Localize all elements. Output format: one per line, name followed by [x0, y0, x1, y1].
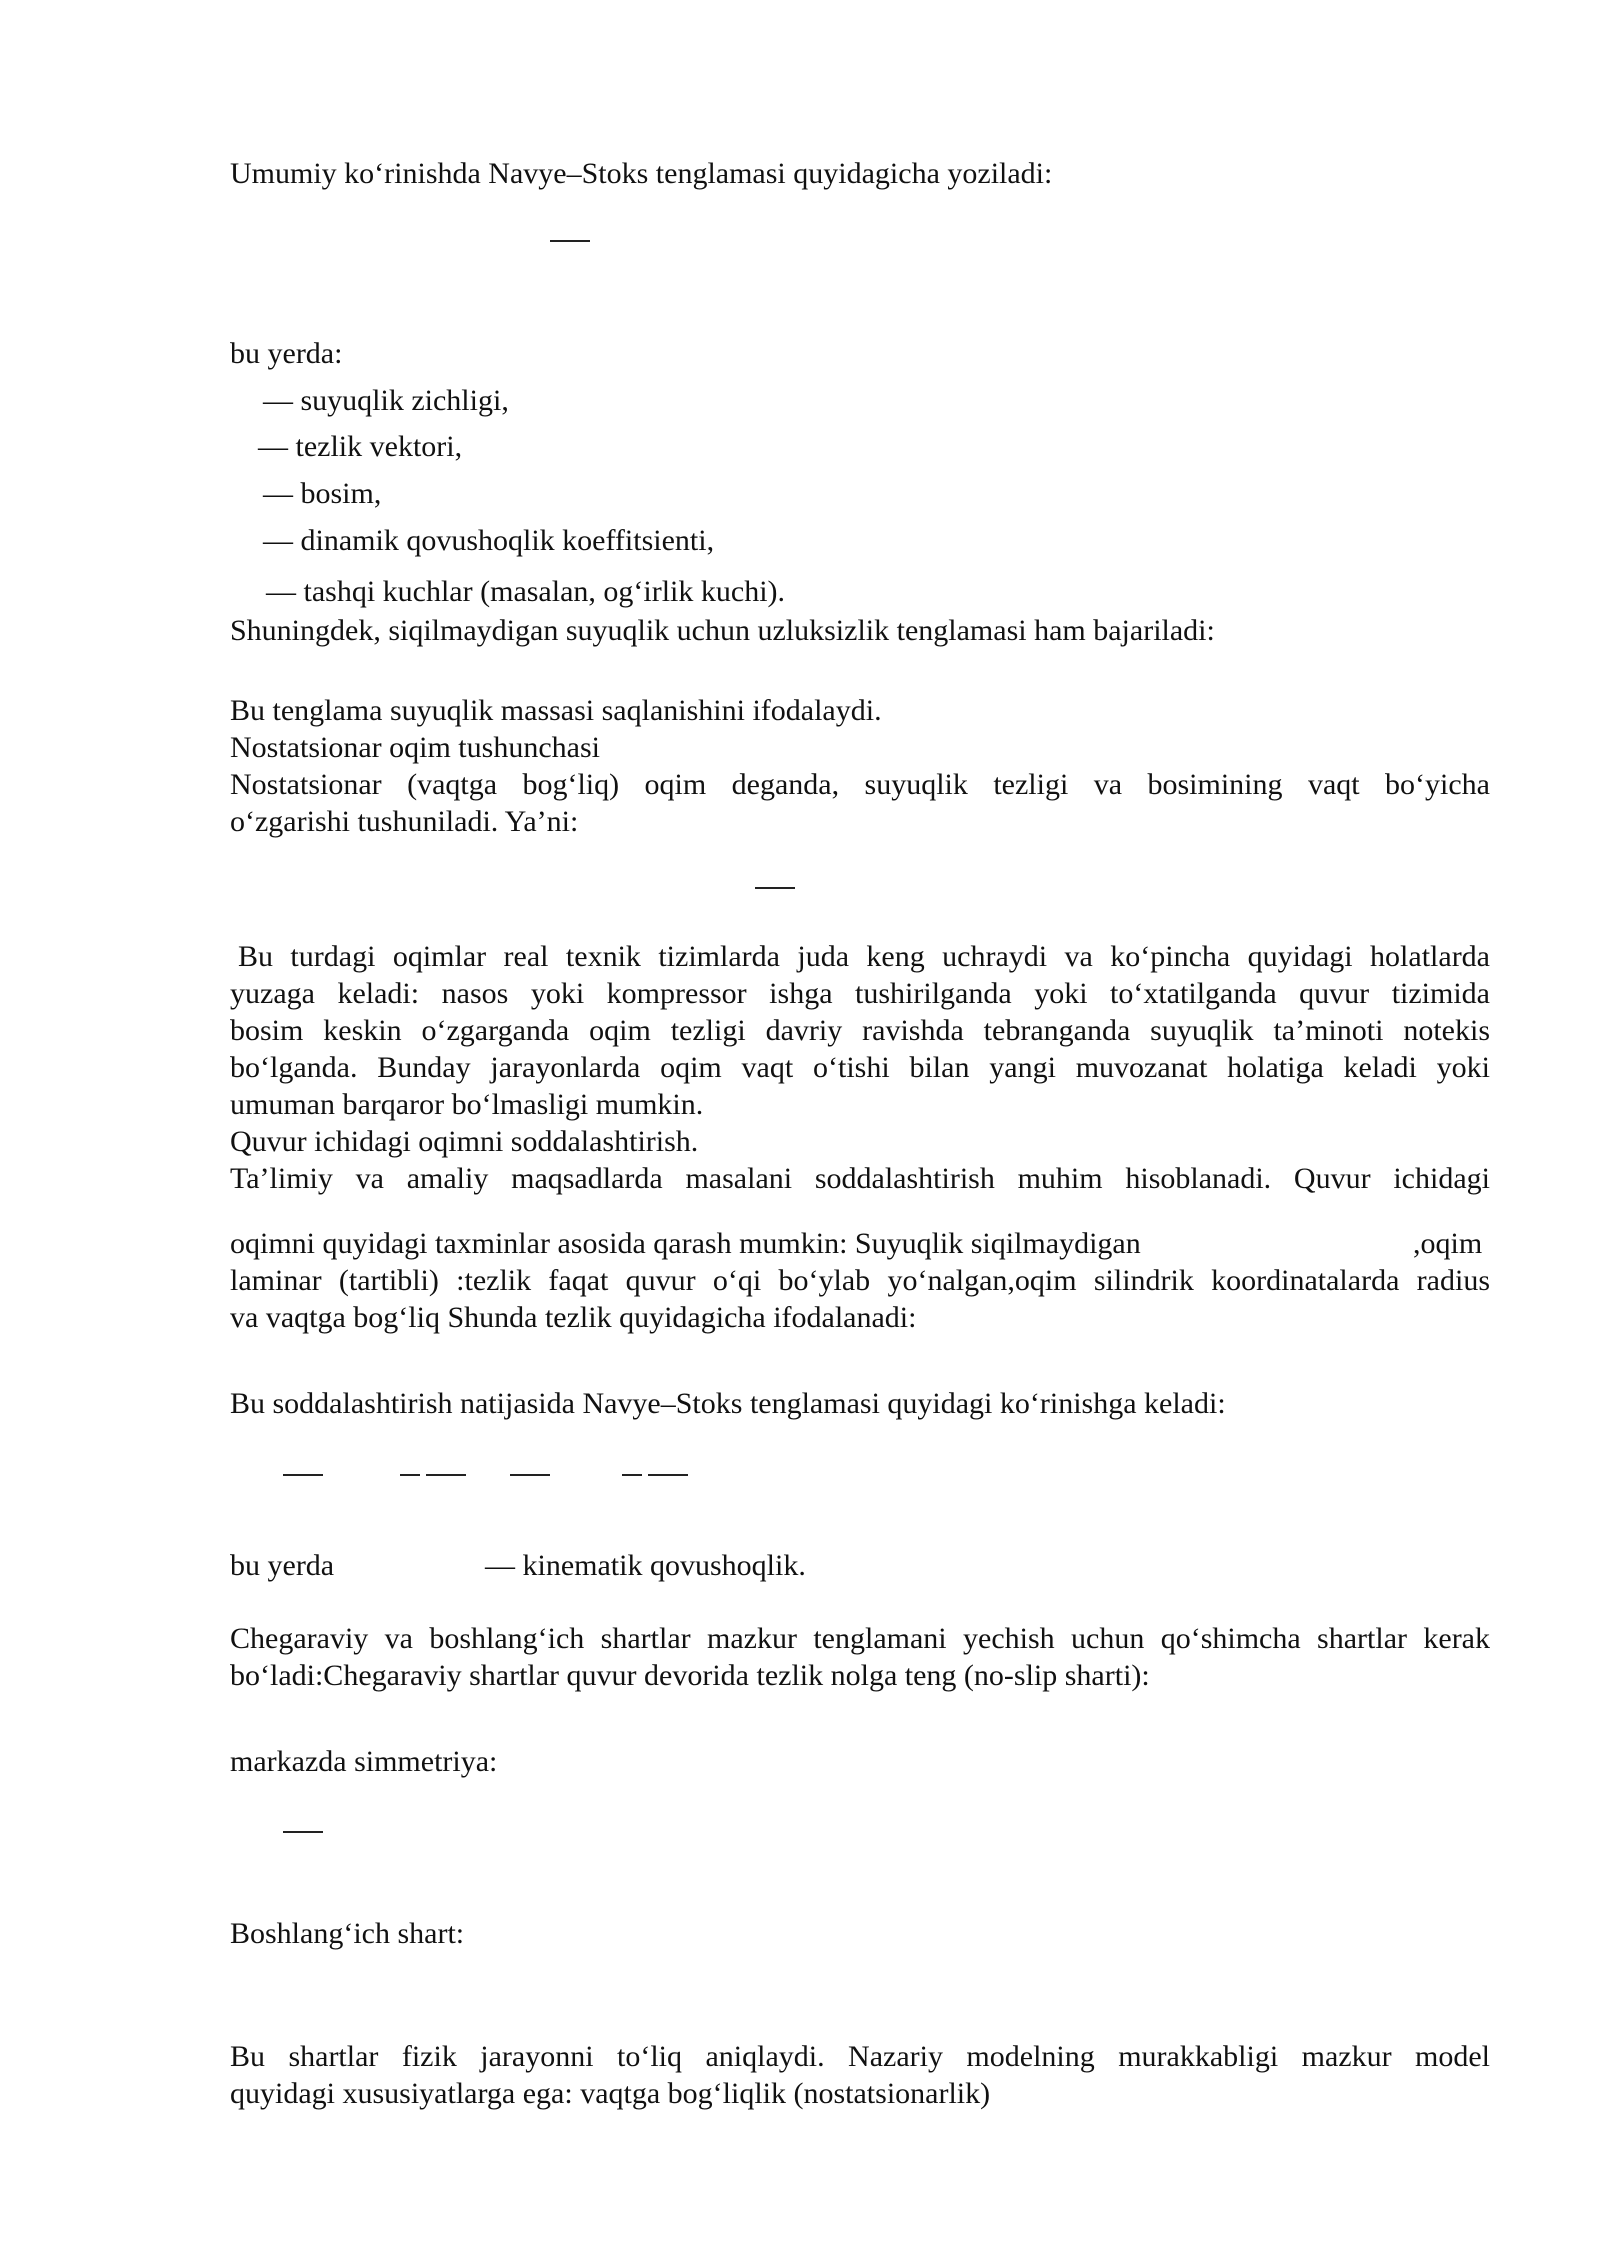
equation-fraction-bar [510, 1474, 550, 1476]
paragraph-line: laminar (tartibli) :tezlik faqat quvur o‘qi bo‘ylab yo‘nalgan,oqim silindrik koordinatalarda radius [230, 1264, 1490, 1297]
paragraph-line: Bu shartlar fizik jarayonni to‘liq aniqlaydi. Nazariy modelning murakkabligi mazkur model [230, 2040, 1490, 2073]
equation-fraction-bar [283, 1831, 323, 1833]
paragraph-line: Nostatsionar (vaqtga bog‘liq) oqim deganda, suyuqlik tezligi va bosimining vaqt bo‘yicha [230, 768, 1490, 801]
paragraph-line-tail: ,oqim [1413, 1227, 1483, 1260]
equation-fraction-bar [755, 887, 795, 889]
intro-line: Umumiy ko‘rinishda Navye–Stoks tenglamasi quyidagicha yoziladi: [230, 157, 1053, 190]
paragraph-line: oqimni quyidagi taxminlar asosida qarash mumkin: Suyuqlik siqilmaydigan [230, 1227, 1141, 1260]
paragraph-line: Bu turdagi oqimlar real texnik tizimlarda juda keng uchraydi va ko‘pincha quyidagi holatlarda [238, 940, 1490, 973]
paragraph-line: Bu soddalashtirish natijasida Navye–Stoks tenglamasi quyidagi ko‘rinishga keladi: [230, 1387, 1226, 1420]
initial-condition-label: Boshlang‘ich shart: [230, 1917, 465, 1950]
paragraph-line: Ta’limiy va amaliy maqsadlarda masalani soddalashtirish muhim hisoblanadi. Quvur ichidagi [230, 1162, 1490, 1195]
def-kinematic-viscosity: — kinematik qovushoqlik. [485, 1549, 806, 1582]
def-external-forces: — tashqi kuchlar (masalan, og‘irlik kuchi). [266, 575, 786, 608]
paragraph-line: umuman barqaror bo‘lmasligi mumkin. [230, 1088, 704, 1121]
def-pressure: — bosim, [263, 477, 382, 510]
def-viscosity: — dinamik qovushoqlik koeffitsienti, [263, 524, 715, 557]
paragraph-line: yuzaga keladi: nasos yoki kompressor ishga tushirilganda yoki to‘xtatilganda quvur tizimida [230, 977, 1490, 1010]
equation-fraction-bar [283, 1474, 323, 1476]
section-heading-simplify: Quvur ichidagi oqimni soddalashtirish. [230, 1125, 699, 1158]
paragraph-line: bo‘lganda. Bunday jarayonlarda oqim vaqt o‘tishi bilan yangi muvozanat holatiga keladi yoki [230, 1051, 1490, 1084]
equation-minus [622, 1474, 642, 1476]
equation-fraction-bar [426, 1474, 466, 1476]
def-velocity: — tezlik vektori, [258, 430, 463, 463]
mass-conservation: Bu tenglama suyuqlik massasi saqlanishini ifodalaydi. [230, 694, 882, 727]
paragraph-line: o‘zgarishi tushuniladi. Ya’ni: [230, 805, 579, 838]
def-density: — suyuqlik zichligi, [263, 384, 509, 417]
paragraph-line: bosim keskin o‘zgarganda oqim tezligi davriy ravishda tebranganda suyuqlik ta’minoti notekis [230, 1014, 1490, 1047]
section-heading-unsteady: Nostatsionar oqim tushunchasi [230, 731, 600, 764]
paragraph-line: Chegaraviy va boshlang‘ich shartlar mazkur tenglamani yechish uchun qo‘shimcha shartlar kerak [230, 1622, 1490, 1655]
paragraph-line: va vaqtga bog‘liq Shunda tezlik quyidagicha ifodalanadi: [230, 1301, 917, 1334]
paragraph-line: bo‘ladi:Chegaraviy shartlar quvur devorida tezlik nolga teng (no-slip sharti): [230, 1659, 1150, 1692]
equation-fraction-bar [550, 240, 590, 242]
equation-fraction-bar [648, 1474, 688, 1476]
where-label: bu yerda: [230, 337, 343, 370]
continuity-intro: Shuningdek, siqilmaydigan suyuqlik uchun uzluksizlik tenglamasi ham bajariladi: [230, 614, 1215, 647]
symmetry-label: markazda simmetriya: [230, 1745, 498, 1778]
where-label-2: bu yerda [230, 1549, 335, 1582]
paragraph-line: quyidagi xususiyatlarga ega: vaqtga bog‘liqlik (nostatsionarlik) [230, 2077, 991, 2110]
equation-minus [400, 1474, 420, 1476]
